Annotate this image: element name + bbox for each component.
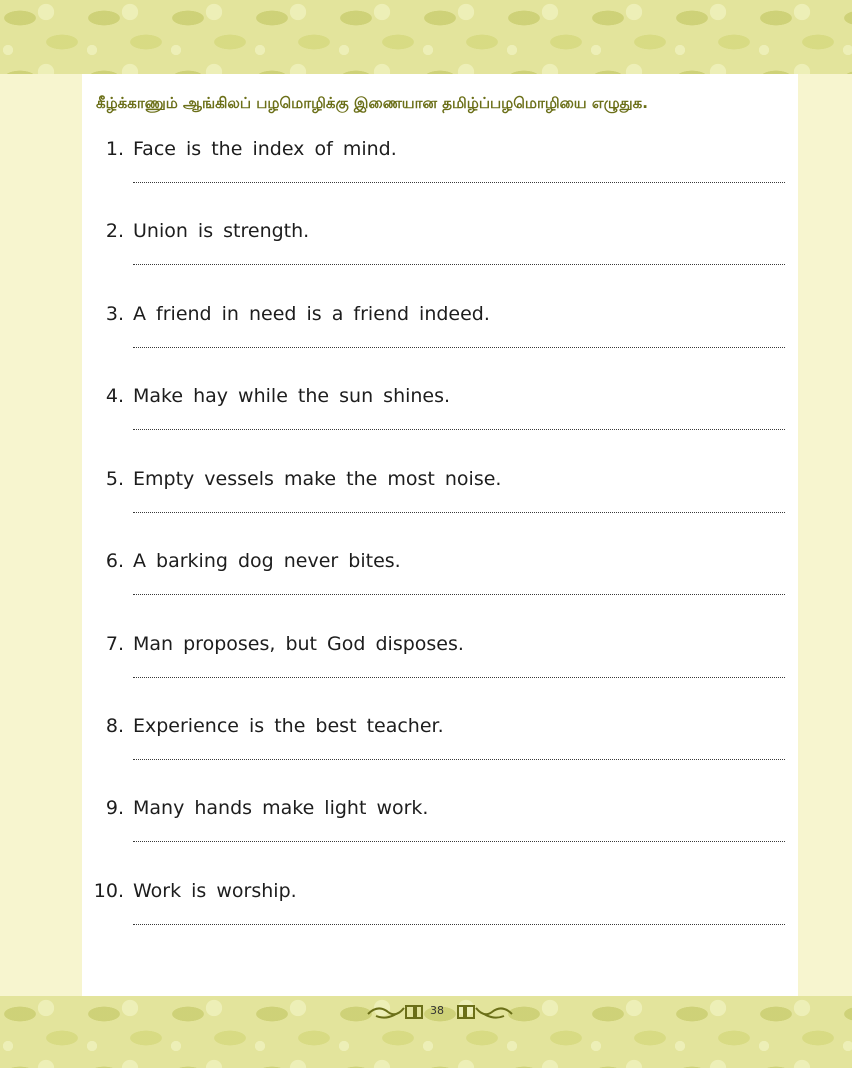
answer-line[interactable] (133, 512, 785, 513)
proverb-item (80, 550, 790, 630)
proverb-text: Work is worship. (133, 880, 297, 902)
right-margin (798, 74, 852, 996)
item-number: 2. (105, 220, 124, 242)
left-ornament-icon (366, 1002, 424, 1022)
item-number: 10. (93, 880, 124, 902)
proverb-item (80, 138, 790, 218)
proverb-item (80, 880, 790, 960)
answer-line[interactable] (133, 429, 785, 430)
proverb-item (80, 385, 790, 465)
answer-line[interactable] (133, 759, 785, 760)
item-number: 1. (105, 138, 124, 160)
proverb-text: Empty vessels make the most noise. (133, 468, 502, 490)
item-number: 9. (105, 797, 124, 819)
proverb-text: Experience is the best teacher. (133, 715, 444, 737)
right-ornament-icon (456, 1002, 514, 1022)
answer-line[interactable] (133, 924, 785, 925)
proverb-item (80, 303, 790, 383)
answer-line[interactable] (133, 264, 785, 265)
top-decorative-band (0, 0, 852, 74)
proverb-text: A friend in need is a friend indeed. (133, 303, 490, 325)
instruction-heading: கீழ்க்காணும் ஆங்கிலப் பழமொழிக்கு இணையான தமிழ்ப்பழமொழியை எழுதுக. (96, 94, 648, 112)
item-number: 3. (105, 303, 124, 325)
item-number: 4. (105, 385, 124, 407)
proverb-text: Man proposes, but God disposes. (133, 633, 464, 655)
answer-line[interactable] (133, 841, 785, 842)
page-footer (366, 1000, 516, 1022)
answer-line[interactable] (133, 594, 785, 595)
proverb-text: Union is strength. (133, 220, 310, 242)
proverb-text: Face is the index of mind. (133, 138, 397, 160)
page-number: 38 (430, 1004, 444, 1017)
proverb-item (80, 468, 790, 548)
answer-line[interactable] (133, 347, 785, 348)
proverb-item (80, 633, 790, 713)
proverb-text: Make hay while the sun shines. (133, 385, 451, 407)
answer-line[interactable] (133, 182, 785, 183)
proverb-text: Many hands make light work. (133, 797, 429, 819)
item-number: 6. (105, 550, 124, 572)
answer-line[interactable] (133, 677, 785, 678)
left-margin (0, 74, 82, 996)
item-number: 8. (105, 715, 124, 737)
proverb-item (80, 220, 790, 300)
proverb-item (80, 715, 790, 795)
item-number: 7. (105, 633, 124, 655)
proverb-text: A barking dog never bites. (133, 550, 401, 572)
item-number: 5. (105, 468, 124, 490)
proverb-item (80, 797, 790, 877)
